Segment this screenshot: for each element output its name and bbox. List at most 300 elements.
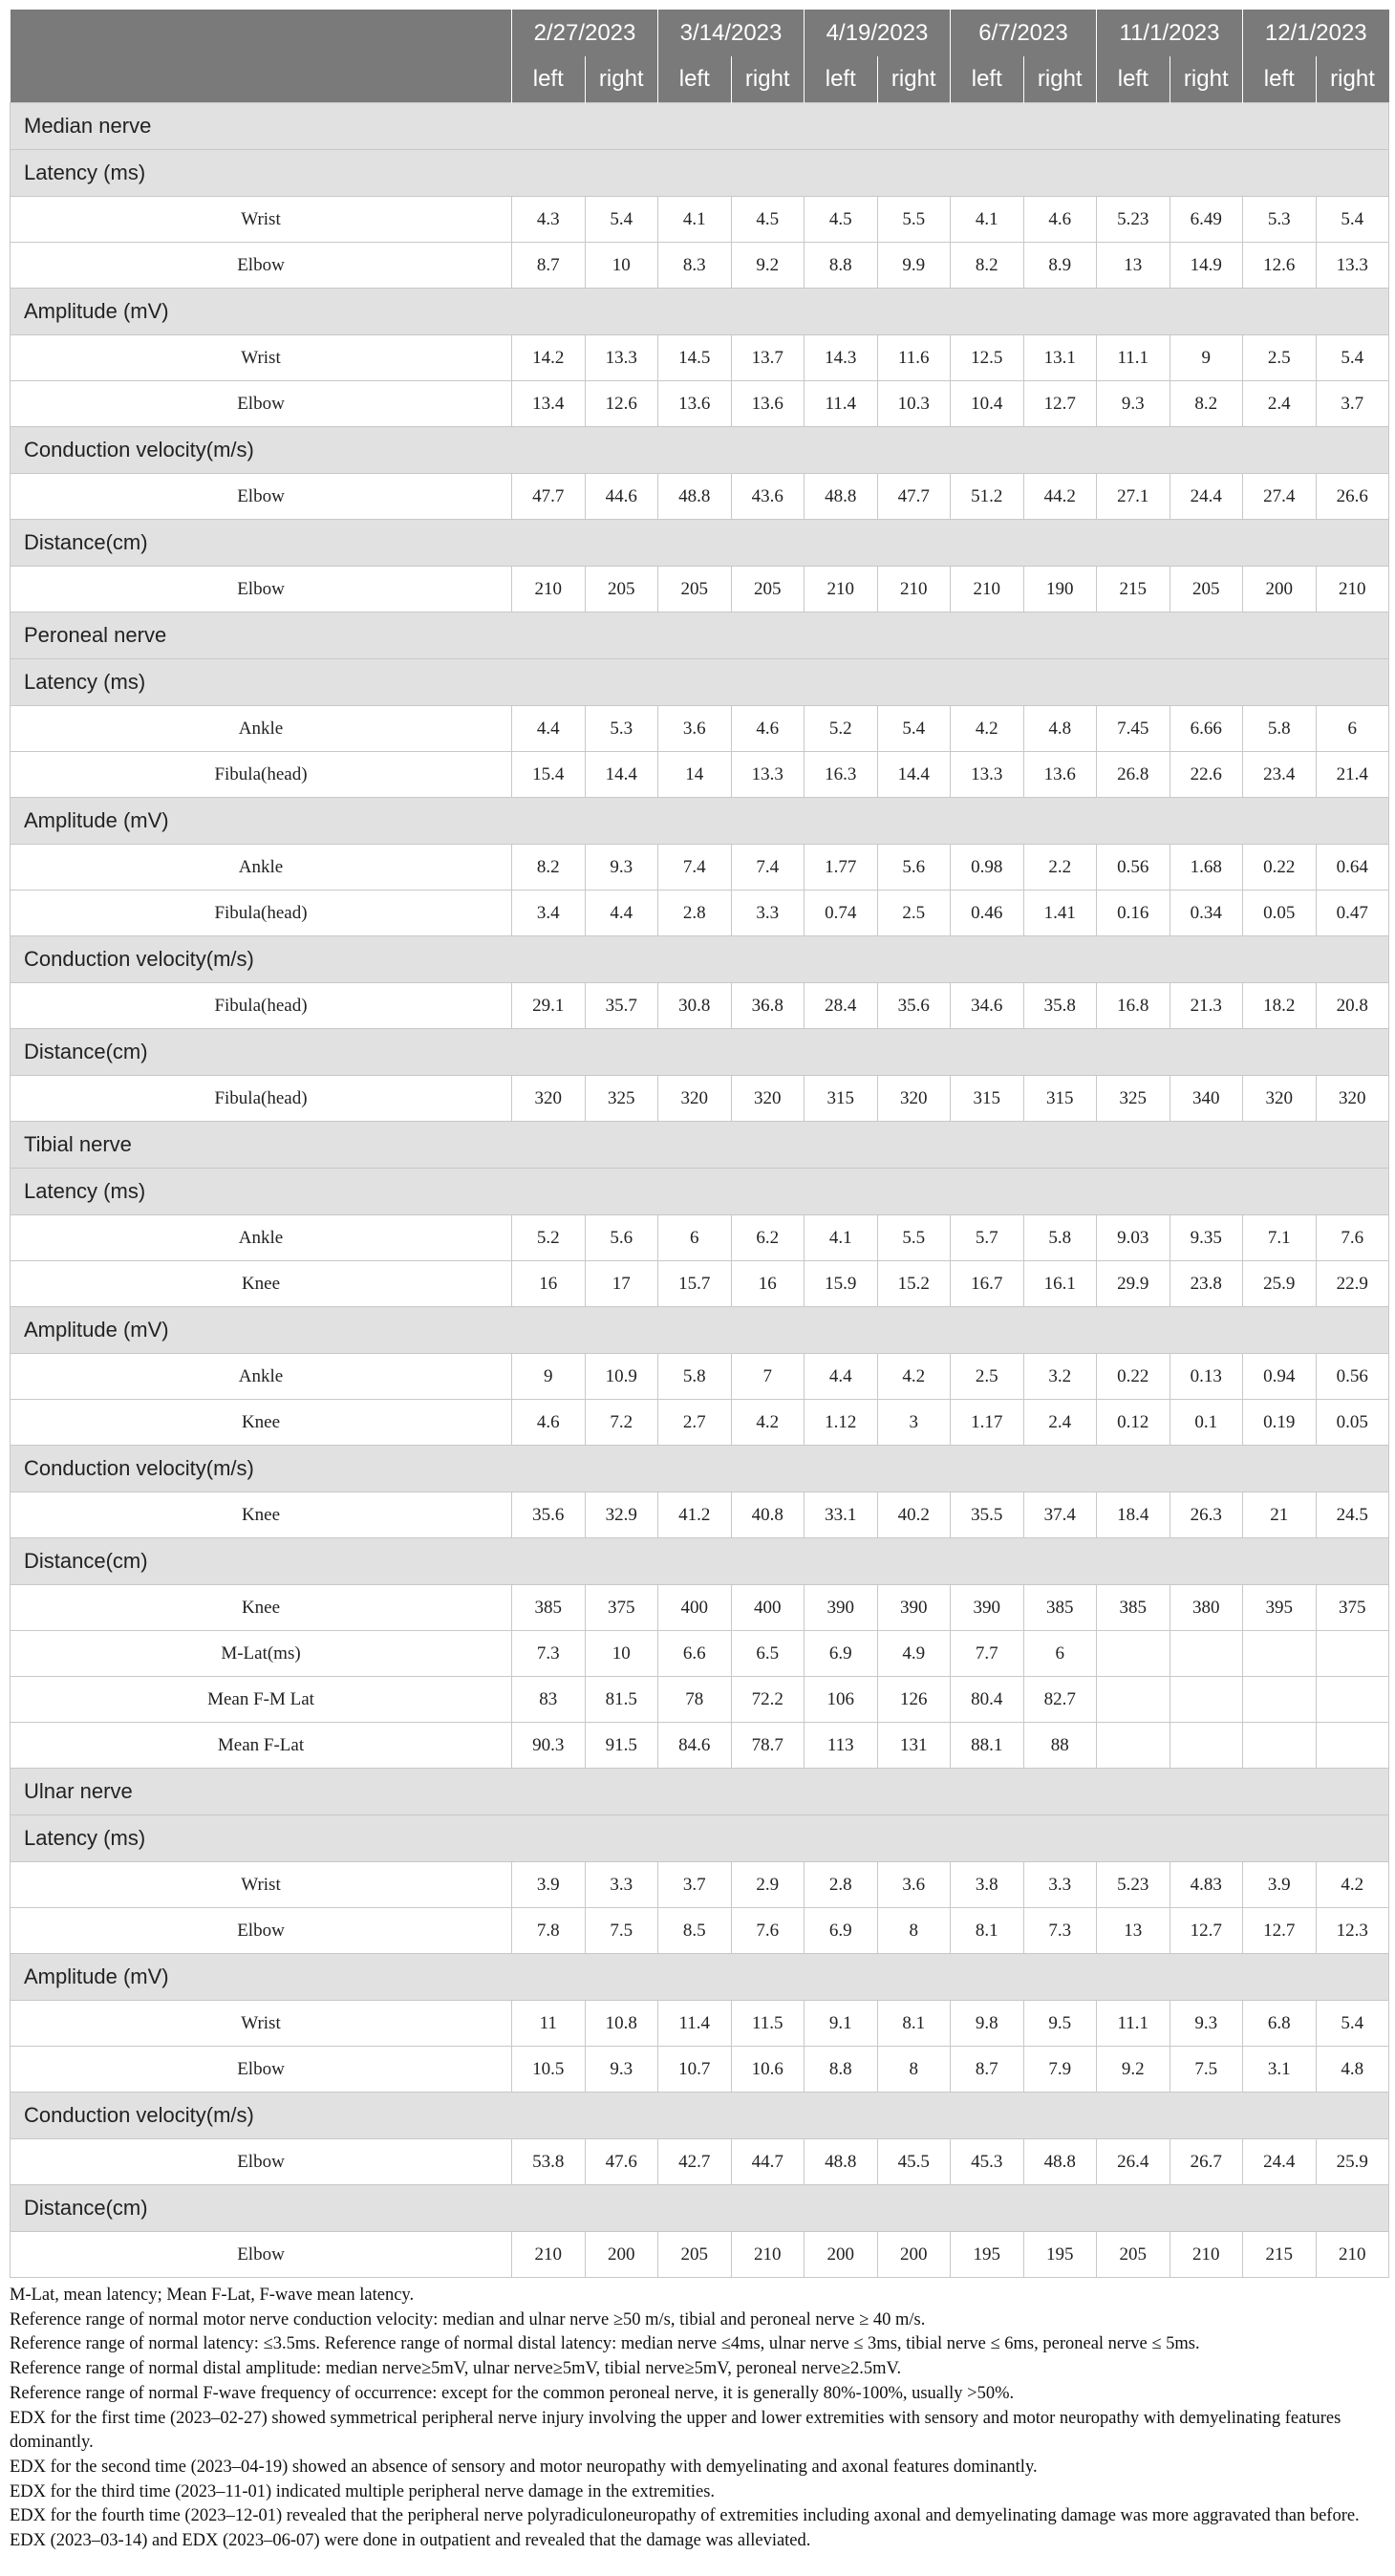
value-cell: 9.2 xyxy=(731,243,805,289)
site-label: Fibula(head) xyxy=(11,752,512,798)
value-cell: 5.4 xyxy=(585,197,658,243)
value-cell: 2.5 xyxy=(951,1354,1024,1400)
value-cell: 385 xyxy=(512,1585,586,1631)
value-cell: 13 xyxy=(1097,1908,1170,1954)
site-label: Elbow xyxy=(11,2139,512,2185)
site-label: Elbow xyxy=(11,474,512,520)
section-label: Conduction velocity(m/s) xyxy=(11,1446,1389,1492)
value-cell: 8 xyxy=(877,1908,951,1954)
value-cell: 48.8 xyxy=(1023,2139,1097,2185)
value-cell: 16 xyxy=(731,1261,805,1307)
site-label: Elbow xyxy=(11,381,512,427)
value-cell: 11.5 xyxy=(731,2001,805,2047)
value-cell: 18.2 xyxy=(1243,983,1317,1029)
value-cell: 9.3 xyxy=(585,845,658,891)
value-cell: 8.2 xyxy=(951,243,1024,289)
value-cell: 26.8 xyxy=(1097,752,1170,798)
value-cell: 30.8 xyxy=(658,983,732,1029)
value-cell: 7 xyxy=(731,1354,805,1400)
value-cell: 210 xyxy=(1316,2232,1389,2278)
value-cell: 0.98 xyxy=(951,845,1024,891)
value-cell: 0.22 xyxy=(1243,845,1317,891)
value-cell: 6 xyxy=(1316,706,1389,752)
footnote: Reference range of normal F-wave frequency of occurrence: except for the common peroneal nerve, it is generally 80%-100%, usually >50%. xyxy=(10,2383,1015,2403)
value-cell: 126 xyxy=(877,1677,951,1723)
table-row xyxy=(11,1492,1389,1538)
value-cell: 9.3 xyxy=(585,2047,658,2093)
value-cell: 21.3 xyxy=(1170,983,1243,1029)
value-cell: 14.2 xyxy=(512,335,586,381)
section-label: Amplitude (mV) xyxy=(11,798,1389,845)
section-label: Amplitude (mV) xyxy=(11,289,1389,335)
value-cell xyxy=(1097,1677,1170,1723)
value-cell xyxy=(1316,1723,1389,1769)
value-cell: 6.49 xyxy=(1170,197,1243,243)
table-row xyxy=(11,335,1389,381)
value-cell: 9 xyxy=(1170,335,1243,381)
value-cell: 0.74 xyxy=(805,891,878,936)
value-cell: 1.68 xyxy=(1170,845,1243,891)
value-cell: 41.2 xyxy=(658,1492,732,1538)
side-header-left: left xyxy=(1243,56,1317,103)
value-cell: 0.13 xyxy=(1170,1354,1243,1400)
date-header: 2/27/2023 xyxy=(512,10,658,56)
value-cell: 4.1 xyxy=(658,197,732,243)
section-header-row xyxy=(11,520,1389,567)
value-cell: 4.8 xyxy=(1316,2047,1389,2093)
value-cell: 5.8 xyxy=(1023,1215,1097,1261)
value-cell: 2.4 xyxy=(1243,381,1317,427)
value-cell: 7.4 xyxy=(731,845,805,891)
footnote: EDX for the second time (2023–04-19) showed an absence of sensory and motor neuropathy with demyelinating and axonal features dominantly. xyxy=(10,2457,1038,2477)
value-cell: 22.9 xyxy=(1316,1261,1389,1307)
section-label: Amplitude (mV) xyxy=(11,1307,1389,1354)
value-cell: 44.2 xyxy=(1023,474,1097,520)
table-body xyxy=(11,103,1389,2278)
value-cell: 47.7 xyxy=(512,474,586,520)
value-cell: 6.9 xyxy=(805,1631,878,1677)
value-cell: 106 xyxy=(805,1677,878,1723)
value-cell: 9.1 xyxy=(805,2001,878,2047)
value-cell: 24.4 xyxy=(1170,474,1243,520)
value-cell: 13.6 xyxy=(1023,752,1097,798)
value-cell: 4.4 xyxy=(805,1354,878,1400)
value-cell: 8.5 xyxy=(658,1908,732,1954)
table-row xyxy=(11,1677,1389,1723)
value-cell xyxy=(1316,1631,1389,1677)
value-cell: 25.9 xyxy=(1243,1261,1317,1307)
value-cell: 7.6 xyxy=(1316,1215,1389,1261)
value-cell: 16.7 xyxy=(951,1261,1024,1307)
value-cell: 45.5 xyxy=(877,2139,951,2185)
value-cell: 35.7 xyxy=(585,983,658,1029)
value-cell: 210 xyxy=(1170,2232,1243,2278)
table-row xyxy=(11,567,1389,612)
value-cell: 90.3 xyxy=(512,1723,586,1769)
value-cell: 0.34 xyxy=(1170,891,1243,936)
value-cell: 400 xyxy=(658,1585,732,1631)
value-cell: 9.03 xyxy=(1097,1215,1170,1261)
value-cell: 16.8 xyxy=(1097,983,1170,1029)
value-cell: 315 xyxy=(951,1076,1024,1122)
value-cell: 4.6 xyxy=(731,706,805,752)
value-cell: 0.64 xyxy=(1316,845,1389,891)
value-cell: 10.3 xyxy=(877,381,951,427)
value-cell: 210 xyxy=(512,2232,586,2278)
site-label: Knee xyxy=(11,1400,512,1446)
table-row xyxy=(11,845,1389,891)
site-label: Knee xyxy=(11,1492,512,1538)
value-cell: 40.8 xyxy=(731,1492,805,1538)
value-cell: 13 xyxy=(1097,243,1170,289)
footnote: EDX for the first time (2023–02-27) showed symmetrical peripheral nerve injury involving the upper and lower extremities with sensory and motor neuropathy with demyelinating features dominantly. xyxy=(10,2408,1341,2453)
section-header-row xyxy=(11,1538,1389,1585)
site-label: Elbow xyxy=(11,1908,512,1954)
value-cell: 7.8 xyxy=(512,1908,586,1954)
value-cell: 29.9 xyxy=(1097,1261,1170,1307)
value-cell: 11.6 xyxy=(877,335,951,381)
section-header-row xyxy=(11,1029,1389,1076)
value-cell: 0.12 xyxy=(1097,1400,1170,1446)
value-cell: 15.2 xyxy=(877,1261,951,1307)
value-cell: 34.6 xyxy=(951,983,1024,1029)
value-cell: 78 xyxy=(658,1677,732,1723)
value-cell: 17 xyxy=(585,1261,658,1307)
value-cell: 16.3 xyxy=(805,752,878,798)
value-cell: 11.4 xyxy=(658,2001,732,2047)
value-cell: 5.8 xyxy=(1243,706,1317,752)
value-cell: 2.8 xyxy=(805,1862,878,1908)
value-cell: 210 xyxy=(731,2232,805,2278)
value-cell: 26.3 xyxy=(1170,1492,1243,1538)
value-cell: 35.5 xyxy=(951,1492,1024,1538)
section-header-row xyxy=(11,2185,1389,2232)
section-header-row xyxy=(11,659,1389,706)
value-cell xyxy=(1316,1677,1389,1723)
value-cell: 7.5 xyxy=(585,1908,658,1954)
value-cell: 35.6 xyxy=(877,983,951,1029)
value-cell: 53.8 xyxy=(512,2139,586,2185)
value-cell: 84.6 xyxy=(658,1723,732,1769)
page-container xyxy=(10,10,1388,2554)
value-cell: 2.5 xyxy=(877,891,951,936)
section-header-row xyxy=(11,150,1389,197)
value-cell: 14.9 xyxy=(1170,243,1243,289)
value-cell: 14 xyxy=(658,752,732,798)
value-cell: 4.9 xyxy=(877,1631,951,1677)
value-cell: 36.8 xyxy=(731,983,805,1029)
value-cell: 3.3 xyxy=(585,1862,658,1908)
value-cell: 9.35 xyxy=(1170,1215,1243,1261)
value-cell: 28.4 xyxy=(805,983,878,1029)
date-header-row xyxy=(11,10,1389,56)
value-cell: 1.17 xyxy=(951,1400,1024,1446)
section-header-row xyxy=(11,289,1389,335)
value-cell: 10.4 xyxy=(951,381,1024,427)
value-cell: 5.4 xyxy=(1316,197,1389,243)
section-label: Conduction velocity(m/s) xyxy=(11,2093,1389,2139)
value-cell: 45.3 xyxy=(951,2139,1024,2185)
table-row xyxy=(11,243,1389,289)
value-cell: 26.6 xyxy=(1316,474,1389,520)
value-cell: 5.3 xyxy=(1243,197,1317,243)
section-header-row xyxy=(11,1769,1389,1815)
value-cell: 200 xyxy=(585,2232,658,2278)
value-cell: 10 xyxy=(585,243,658,289)
value-cell: 29.1 xyxy=(512,983,586,1029)
value-cell: 320 xyxy=(877,1076,951,1122)
value-cell: 205 xyxy=(658,2232,732,2278)
value-cell: 4.83 xyxy=(1170,1862,1243,1908)
value-cell: 315 xyxy=(805,1076,878,1122)
value-cell: 88 xyxy=(1023,1723,1097,1769)
site-label: Ankle xyxy=(11,1215,512,1261)
table-row xyxy=(11,1076,1389,1122)
value-cell: 7.1 xyxy=(1243,1215,1317,1261)
value-cell: 10.9 xyxy=(585,1354,658,1400)
table-row xyxy=(11,1862,1389,1908)
section-label: Amplitude (mV) xyxy=(11,1954,1389,2001)
value-cell: 6.5 xyxy=(731,1631,805,1677)
value-cell: 215 xyxy=(1243,2232,1317,2278)
value-cell: 1.12 xyxy=(805,1400,878,1446)
table-row xyxy=(11,2001,1389,2047)
value-cell: 4.6 xyxy=(1023,197,1097,243)
section-header-row xyxy=(11,103,1389,150)
value-cell: 10 xyxy=(585,1631,658,1677)
value-cell: 7.3 xyxy=(512,1631,586,1677)
value-cell: 205 xyxy=(585,567,658,612)
value-cell: 6 xyxy=(658,1215,732,1261)
value-cell: 11.1 xyxy=(1097,335,1170,381)
value-cell: 5.2 xyxy=(512,1215,586,1261)
value-cell: 23.4 xyxy=(1243,752,1317,798)
value-cell: 1.77 xyxy=(805,845,878,891)
value-cell: 10.8 xyxy=(585,2001,658,2047)
value-cell: 3.6 xyxy=(877,1862,951,1908)
value-cell: 40.2 xyxy=(877,1492,951,1538)
site-label: Fibula(head) xyxy=(11,891,512,936)
value-cell: 3.3 xyxy=(731,891,805,936)
value-cell: 2.5 xyxy=(1243,335,1317,381)
value-cell: 32.9 xyxy=(585,1492,658,1538)
value-cell: 13.3 xyxy=(951,752,1024,798)
value-cell xyxy=(1097,1723,1170,1769)
value-cell: 200 xyxy=(877,2232,951,2278)
value-cell: 0.05 xyxy=(1243,891,1317,936)
value-cell: 21.4 xyxy=(1316,752,1389,798)
side-header-left: left xyxy=(805,56,878,103)
value-cell: 3 xyxy=(877,1400,951,1446)
value-cell: 3.4 xyxy=(512,891,586,936)
value-cell: 11.1 xyxy=(1097,2001,1170,2047)
table-row xyxy=(11,474,1389,520)
value-cell: 8.7 xyxy=(512,243,586,289)
footnote: Reference range of normal motor nerve conduction velocity: median and ulnar nerve ≥50 m/s, tibial and peroneal nerve ≥ 40 m/s. xyxy=(10,2309,926,2329)
value-cell xyxy=(1170,1723,1243,1769)
value-cell: 9.3 xyxy=(1170,2001,1243,2047)
value-cell: 37.4 xyxy=(1023,1492,1097,1538)
value-cell: 2.2 xyxy=(1023,845,1097,891)
value-cell: 2.7 xyxy=(658,1400,732,1446)
side-header-row xyxy=(11,56,1389,103)
value-cell: 375 xyxy=(585,1585,658,1631)
site-label: Elbow xyxy=(11,2232,512,2278)
value-cell: 27.4 xyxy=(1243,474,1317,520)
value-cell: 2.9 xyxy=(731,1862,805,1908)
value-cell: 12.6 xyxy=(585,381,658,427)
value-cell: 47.6 xyxy=(585,2139,658,2185)
value-cell: 320 xyxy=(512,1076,586,1122)
value-cell: 15.7 xyxy=(658,1261,732,1307)
side-header-left: left xyxy=(512,56,586,103)
section-header-row xyxy=(11,612,1389,659)
value-cell: 11 xyxy=(512,2001,586,2047)
table-row xyxy=(11,2232,1389,2278)
site-label: Wrist xyxy=(11,335,512,381)
value-cell: 13.3 xyxy=(585,335,658,381)
side-header-right: right xyxy=(1023,56,1097,103)
value-cell: 1.41 xyxy=(1023,891,1097,936)
value-cell: 44.6 xyxy=(585,474,658,520)
value-cell: 320 xyxy=(731,1076,805,1122)
value-cell: 14.4 xyxy=(585,752,658,798)
table-row xyxy=(11,2047,1389,2093)
value-cell: 26.4 xyxy=(1097,2139,1170,2185)
value-cell: 8.7 xyxy=(951,2047,1024,2093)
value-cell: 7.7 xyxy=(951,1631,1024,1677)
value-cell: 4.2 xyxy=(1316,1862,1389,1908)
value-cell: 80.4 xyxy=(951,1677,1024,1723)
footnote: EDX for the fourth time (2023–12-01) revealed that the peripheral nerve polyradiculoneuropathy of extremities including axonal and demyelinating damage was more aggravated than before. xyxy=(10,2506,1360,2526)
side-header-left: left xyxy=(658,56,732,103)
value-cell: 3.1 xyxy=(1243,2047,1317,2093)
value-cell: 205 xyxy=(731,567,805,612)
value-cell: 0.56 xyxy=(1316,1354,1389,1400)
value-cell: 9.8 xyxy=(951,2001,1024,2047)
value-cell: 35.6 xyxy=(512,1492,586,1538)
table-header xyxy=(11,10,1389,103)
section-label: Tibial nerve xyxy=(11,1122,1389,1169)
value-cell: 131 xyxy=(877,1723,951,1769)
value-cell: 5.8 xyxy=(658,1354,732,1400)
value-cell: 6.66 xyxy=(1170,706,1243,752)
value-cell xyxy=(1243,1723,1317,1769)
site-label: Elbow xyxy=(11,2047,512,2093)
value-cell: 4.6 xyxy=(512,1400,586,1446)
table-row xyxy=(11,1723,1389,1769)
table-row xyxy=(11,1354,1389,1400)
value-cell: 0.47 xyxy=(1316,891,1389,936)
value-cell xyxy=(1170,1631,1243,1677)
value-cell: 320 xyxy=(1243,1076,1317,1122)
section-label: Distance(cm) xyxy=(11,520,1389,567)
value-cell: 11.4 xyxy=(805,381,878,427)
section-header-row xyxy=(11,1307,1389,1354)
site-label: Ankle xyxy=(11,706,512,752)
site-label: M-Lat(ms) xyxy=(11,1631,512,1677)
value-cell: 390 xyxy=(877,1585,951,1631)
value-cell: 0.05 xyxy=(1316,1400,1389,1446)
value-cell: 8.3 xyxy=(658,243,732,289)
value-cell: 8 xyxy=(877,2047,951,2093)
value-cell: 5.7 xyxy=(951,1215,1024,1261)
value-cell xyxy=(1243,1631,1317,1677)
side-header-left: left xyxy=(1097,56,1170,103)
value-cell: 13.7 xyxy=(731,335,805,381)
value-cell: 6 xyxy=(1023,1631,1097,1677)
value-cell: 8.9 xyxy=(1023,243,1097,289)
value-cell: 400 xyxy=(731,1585,805,1631)
section-header-row xyxy=(11,1954,1389,2001)
value-cell: 7.5 xyxy=(1170,2047,1243,2093)
value-cell: 8.8 xyxy=(805,2047,878,2093)
value-cell: 12.7 xyxy=(1170,1908,1243,1954)
value-cell xyxy=(1170,1677,1243,1723)
value-cell: 9.5 xyxy=(1023,2001,1097,2047)
value-cell: 3.8 xyxy=(951,1862,1024,1908)
value-cell: 4.4 xyxy=(585,891,658,936)
value-cell: 12.6 xyxy=(1243,243,1317,289)
site-label: Mean F-M Lat xyxy=(11,1677,512,1723)
section-header-row xyxy=(11,1815,1389,1862)
value-cell: 4.1 xyxy=(805,1215,878,1261)
value-cell: 24.4 xyxy=(1243,2139,1317,2185)
value-cell: 190 xyxy=(1023,567,1097,612)
value-cell: 14.5 xyxy=(658,335,732,381)
value-cell: 205 xyxy=(658,567,732,612)
footnote: M-Lat, mean latency; Mean F-Lat, F-wave mean latency. xyxy=(10,2286,415,2305)
value-cell: 48.8 xyxy=(658,474,732,520)
value-cell: 2.4 xyxy=(1023,1400,1097,1446)
value-cell: 5.2 xyxy=(805,706,878,752)
value-cell: 91.5 xyxy=(585,1723,658,1769)
value-cell: 5.4 xyxy=(877,706,951,752)
table-row xyxy=(11,891,1389,936)
date-header: 6/7/2023 xyxy=(951,10,1097,56)
value-cell: 200 xyxy=(1243,567,1317,612)
site-label: Ankle xyxy=(11,845,512,891)
value-cell: 18.4 xyxy=(1097,1492,1170,1538)
value-cell: 380 xyxy=(1170,1585,1243,1631)
date-header: 12/1/2023 xyxy=(1243,10,1389,56)
value-cell: 7.3 xyxy=(1023,1908,1097,1954)
value-cell: 6.8 xyxy=(1243,2001,1317,2047)
value-cell: 215 xyxy=(1097,567,1170,612)
value-cell: 4.5 xyxy=(731,197,805,243)
section-label: Latency (ms) xyxy=(11,659,1389,706)
table-row xyxy=(11,1261,1389,1307)
site-label: Elbow xyxy=(11,567,512,612)
site-label: Knee xyxy=(11,1261,512,1307)
value-cell: 4.3 xyxy=(512,197,586,243)
value-cell: 5.3 xyxy=(585,706,658,752)
value-cell: 10.5 xyxy=(512,2047,586,2093)
value-cell: 325 xyxy=(1097,1076,1170,1122)
section-header-row xyxy=(11,427,1389,474)
table-row xyxy=(11,983,1389,1029)
value-cell: 15.4 xyxy=(512,752,586,798)
section-label: Peroneal nerve xyxy=(11,612,1389,659)
value-cell: 5.6 xyxy=(877,845,951,891)
value-cell xyxy=(1243,1677,1317,1723)
section-label: Latency (ms) xyxy=(11,1169,1389,1215)
value-cell: 375 xyxy=(1316,1585,1389,1631)
section-label: Distance(cm) xyxy=(11,2185,1389,2232)
value-cell: 13.4 xyxy=(512,381,586,427)
value-cell: 3.2 xyxy=(1023,1354,1097,1400)
value-cell: 390 xyxy=(951,1585,1024,1631)
